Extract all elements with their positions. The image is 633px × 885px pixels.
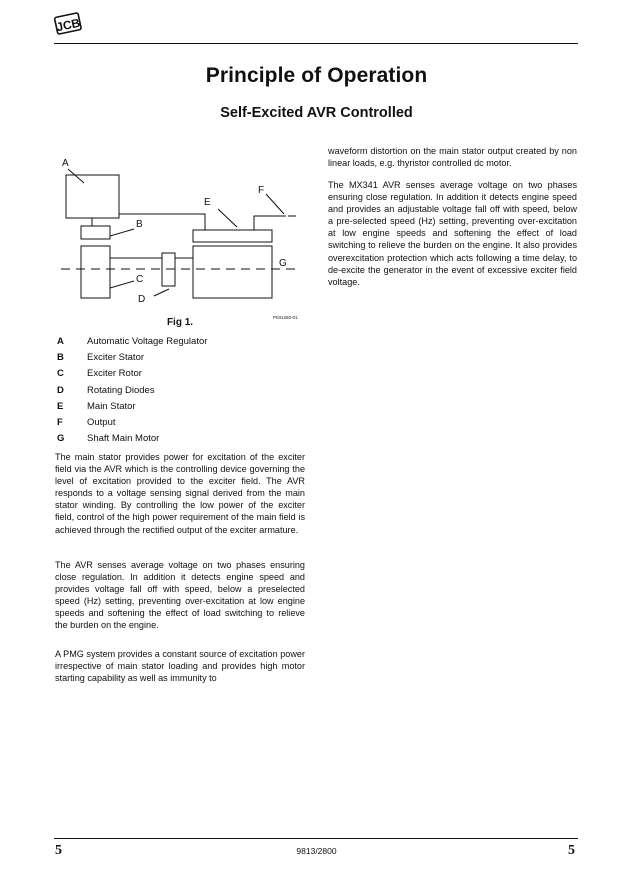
legend-label: Shaft Main Motor	[87, 433, 160, 445]
legend-label: Main Stator	[87, 400, 136, 412]
legend-label: Output	[87, 416, 116, 428]
body-paragraph: A PMG system provides a constant source of excitation power irrespective of main stator loading and provides high motor starting capability as well as immunity to	[55, 649, 305, 684]
legend-item	[57, 334, 307, 350]
figure-legend	[57, 334, 307, 447]
legend-item	[57, 431, 307, 447]
generator-diagram	[56, 150, 306, 325]
legend-label: Rotating Diodes	[87, 384, 155, 396]
page-subtitle: Self-Excited AVR Controlled	[220, 105, 413, 121]
legend-key: E	[57, 400, 64, 412]
legend-key: F	[57, 416, 63, 428]
diagram-label-c: C	[136, 274, 144, 285]
footer-rule	[54, 838, 578, 839]
diagram-label-g: G	[279, 258, 287, 269]
header-rule	[54, 43, 578, 44]
legend-item	[57, 415, 307, 431]
page-number-right: 5	[568, 843, 575, 858]
body-paragraph: The AVR senses average voltage on two phases ensuring close regulation. In addition it detects engine speed and provides voltage fall off with speed, below a preselected speed (Hz) setting, preventing over-excitation at low engine speeds and softening the effect of load switching to relieve the burden on the engine.	[55, 560, 305, 631]
legend-key: A	[57, 336, 64, 347]
body-paragraph: The MX341 AVR senses average voltage on two phases ensuring close regulation. In addition it detects engine speed and provides an adjustable voltage fall off with speed, below a pre-selected speed (Hz) setting, preventing over-excitation at low engine speeds and softening the effect of load switching to relieve the burden on the engine. It also provides overexcitation protection which acts following a time delay, to de-excite the generator in the event of excessive exciter field voltage.	[328, 180, 577, 287]
legend-label: Exciter Stator	[87, 352, 145, 364]
diagram-label-f: F	[258, 185, 265, 196]
document-code: 9813/2800	[296, 846, 337, 856]
page-number-left: 5	[55, 843, 62, 858]
legend-key: G	[57, 433, 65, 445]
legend-label: Exciter Rotor	[87, 368, 142, 380]
legend-item	[57, 383, 307, 399]
body-paragraph: waveform distortion on the main stator output created by non linear loads, e.g. thyristor controlled dc motor.	[328, 146, 577, 169]
legend-key: D	[57, 384, 64, 396]
body-paragraph: The main stator provides power for excitation of the exciter field via the AVR which is the controlling device governing the level of excitation provided to the exciter field. The AVR responds to a voltage sensing signal derived from the main stator winding. By controlling the low power of the exciter field, control of the high power requirement of the main field is achieved through the rectified output of the exciter armature.	[55, 452, 305, 535]
diagram-label-a: A	[62, 158, 69, 169]
page-title: Principle of Operation	[205, 64, 428, 87]
svg-text:JCB: JCB	[55, 15, 82, 35]
legend-key: C	[57, 368, 64, 380]
legend-key: B	[57, 352, 64, 364]
jcb-logo-icon	[53, 9, 83, 39]
legend-item	[57, 350, 307, 366]
legend-label: Automatic Voltage Regulator	[87, 336, 208, 347]
diagram-label-d: D	[138, 294, 146, 305]
diagram-label-e: E	[204, 197, 211, 208]
figure-reference: P031260-01	[273, 315, 298, 320]
diagram-label-b: B	[136, 219, 143, 230]
figure-caption: Fig 1.	[166, 317, 194, 328]
legend-item	[57, 366, 307, 382]
legend-item	[57, 399, 307, 415]
